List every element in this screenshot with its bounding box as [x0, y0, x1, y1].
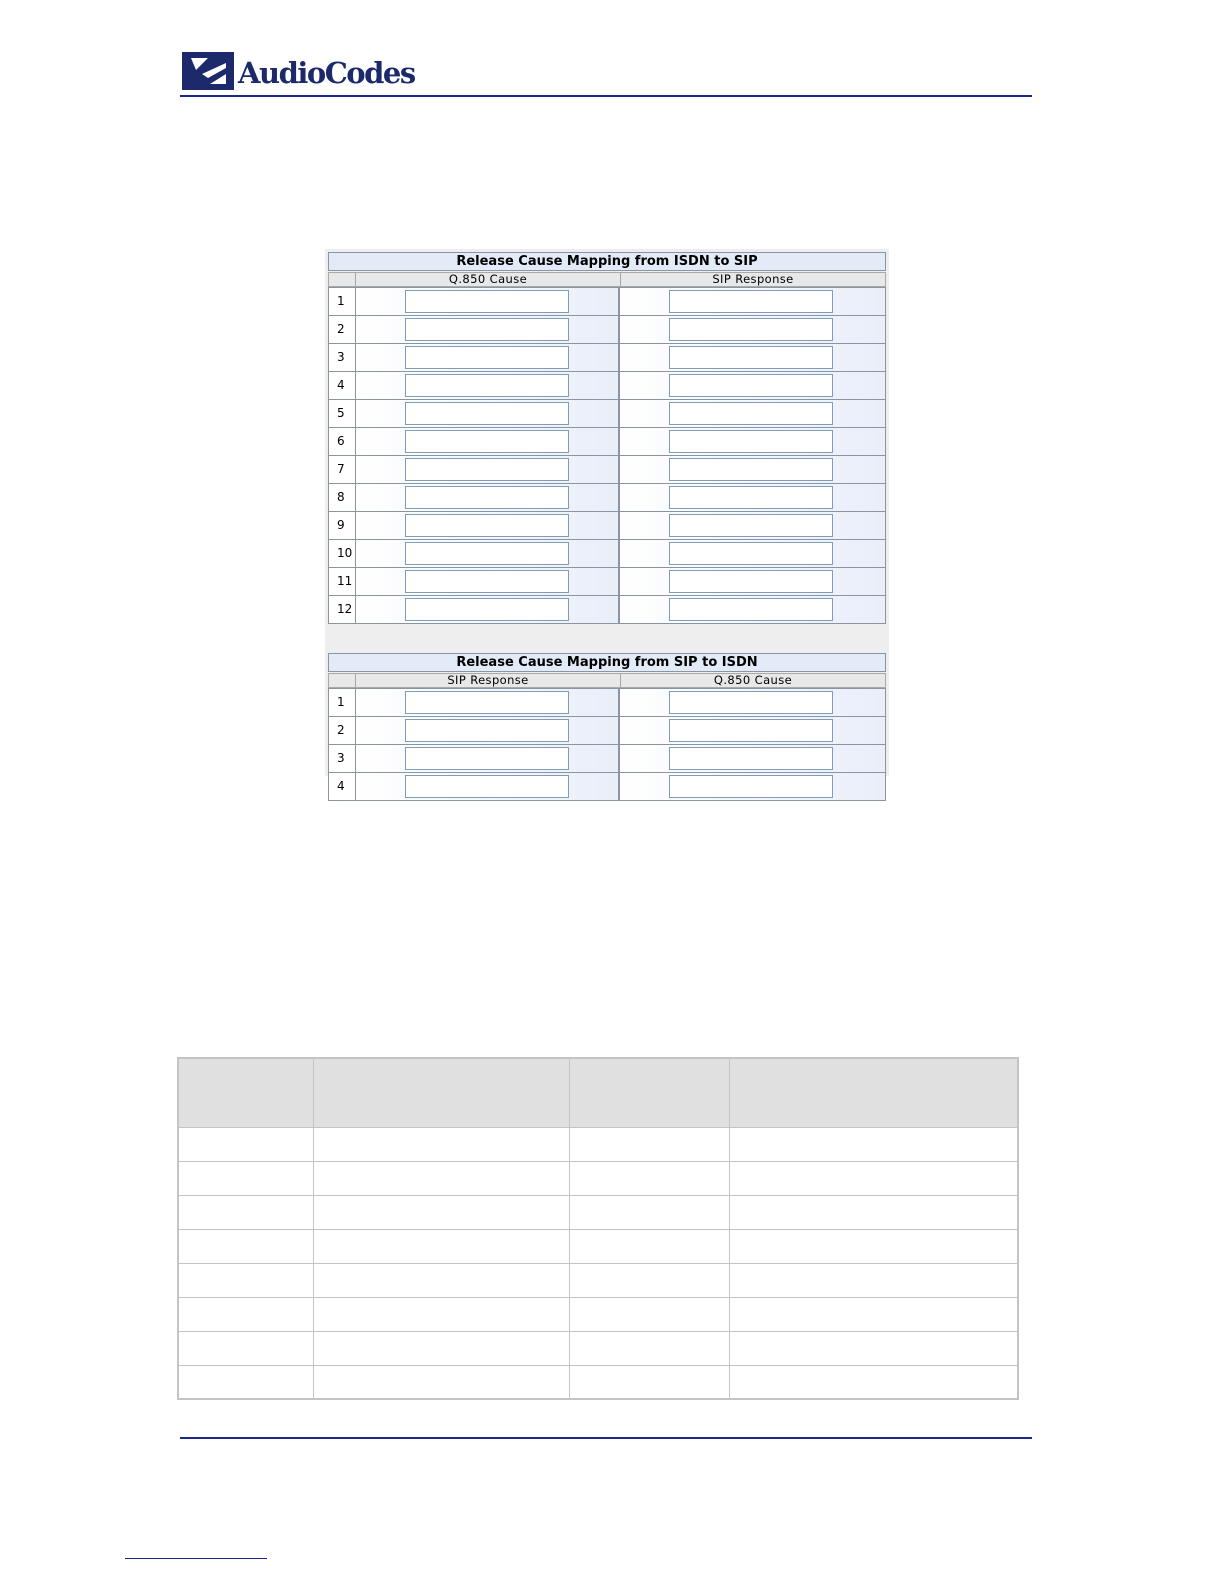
mapping-cell [356, 596, 621, 623]
q-850-cause-input[interactable] [405, 374, 569, 397]
mapping-cell [620, 689, 885, 716]
sip-response-input[interactable] [669, 318, 833, 341]
row-index: 2 [329, 316, 356, 343]
table-cell [569, 1195, 729, 1229]
mapping-row [329, 343, 885, 371]
q-850-cause-input[interactable] [405, 598, 569, 621]
mapping-cell [356, 512, 621, 539]
header-rule [180, 95, 1032, 97]
mapping-cell [620, 717, 885, 744]
mapping-cell [620, 400, 885, 427]
row-index: 10 [329, 540, 356, 567]
isdn-to-sip-panel [328, 252, 886, 624]
row-index: 2 [329, 717, 356, 744]
table-cell [178, 1127, 313, 1161]
sip-response-input[interactable] [669, 346, 833, 369]
q-850-cause-input[interactable] [669, 719, 833, 742]
table-cell [729, 1331, 1018, 1365]
sip-response-input[interactable] [669, 598, 833, 621]
table-cell [178, 1229, 313, 1263]
column-header-q850-cause: Q.850 Cause [621, 673, 886, 688]
q-850-cause-input[interactable] [405, 514, 569, 537]
audiocodes-logo-icon [182, 52, 234, 90]
table-cell [729, 1229, 1018, 1263]
sip-response-input[interactable] [405, 747, 569, 770]
mapping-row [329, 399, 885, 427]
mapping-cell [356, 316, 621, 343]
q-850-cause-input[interactable] [669, 775, 833, 798]
mapping-row [329, 688, 885, 716]
mapping-cell [620, 288, 885, 315]
column-header-sip-response: SIP Response [621, 272, 886, 287]
table-header-cell [729, 1058, 1018, 1127]
mapping-cell [620, 568, 885, 595]
row-index: 1 [329, 288, 356, 315]
mapping-row [329, 511, 885, 539]
mapping-cell [356, 344, 621, 371]
table-cell [569, 1365, 729, 1399]
mapping-row [329, 315, 885, 343]
parameter-table-header [178, 1058, 1018, 1127]
table-row [178, 1195, 1018, 1229]
mapping-cell [620, 773, 885, 800]
panel-title: Release Cause Mapping from SIP to ISDN [328, 653, 886, 672]
q-850-cause-input[interactable] [669, 747, 833, 770]
mapping-cell [620, 596, 885, 623]
mapping-cell [620, 344, 885, 371]
mapping-row [329, 595, 885, 623]
q-850-cause-input[interactable] [405, 486, 569, 509]
sip-response-input[interactable] [669, 374, 833, 397]
mapping-row [329, 287, 885, 315]
table-row [178, 1365, 1018, 1399]
mapping-row [329, 483, 885, 511]
sip-response-input[interactable] [669, 514, 833, 537]
sip-response-input[interactable] [669, 290, 833, 313]
mapping-cell [620, 512, 885, 539]
q-850-cause-input[interactable] [405, 346, 569, 369]
table-cell [729, 1195, 1018, 1229]
row-index: 4 [329, 372, 356, 399]
mapping-cell [356, 484, 621, 511]
table-cell [729, 1127, 1018, 1161]
mapping-row [329, 772, 885, 800]
mapping-cell [356, 717, 621, 744]
mapping-row [329, 716, 885, 744]
mapping-cell [620, 372, 885, 399]
table-cell [569, 1263, 729, 1297]
mapping-row [329, 539, 885, 567]
mapping-row [329, 455, 885, 483]
table-cell [569, 1161, 729, 1195]
audiocodes-logo [182, 52, 422, 92]
row-index: 8 [329, 484, 356, 511]
q-850-cause-input[interactable] [405, 430, 569, 453]
mapping-cell [620, 456, 885, 483]
row-index: 3 [329, 745, 356, 772]
sip-to-isdn-panel [328, 653, 886, 801]
column-header-sip-response: SIP Response [356, 673, 621, 688]
table-cell [313, 1229, 569, 1263]
table-cell [569, 1297, 729, 1331]
table-cell [729, 1161, 1018, 1195]
mapping-cell [356, 540, 621, 567]
mapping-cell [356, 428, 621, 455]
sip-response-input[interactable] [405, 719, 569, 742]
table-row [178, 1161, 1018, 1195]
table-cell [313, 1127, 569, 1161]
table-cell [569, 1331, 729, 1365]
panel-title: Release Cause Mapping from ISDN to SIP [328, 252, 886, 271]
q-850-cause-input[interactable] [405, 402, 569, 425]
column-header-q850-cause: Q.850 Cause [356, 272, 621, 287]
mapping-cell [356, 568, 621, 595]
table-cell [313, 1331, 569, 1365]
index-header [328, 272, 356, 287]
sip-response-input[interactable] [669, 430, 833, 453]
q-850-cause-input[interactable] [405, 290, 569, 313]
mapping-cell [620, 428, 885, 455]
mapping-row [329, 744, 885, 772]
row-index: 9 [329, 512, 356, 539]
table-cell [569, 1229, 729, 1263]
isdn-to-sip-rows [328, 287, 886, 624]
mapping-cell [620, 745, 885, 772]
sip-response-input[interactable] [669, 402, 833, 425]
table-row [178, 1331, 1018, 1365]
mapping-cell [356, 689, 621, 716]
table-row [178, 1297, 1018, 1331]
table-cell [178, 1331, 313, 1365]
mapping-cell [620, 540, 885, 567]
mapping-row [329, 427, 885, 455]
sip-response-input[interactable] [669, 542, 833, 565]
table-cell [313, 1161, 569, 1195]
table-cell [313, 1297, 569, 1331]
mapping-cell [620, 316, 885, 343]
mapping-cell [356, 372, 621, 399]
release-cause-mapping-screenshot [325, 249, 889, 793]
sip-to-isdn-rows [328, 688, 886, 801]
logo-wordmark: AudioCodes [238, 56, 415, 90]
table-cell [729, 1263, 1018, 1297]
table-cell [178, 1297, 313, 1331]
sip-response-input[interactable] [405, 691, 569, 714]
row-index: 3 [329, 344, 356, 371]
table-row [178, 1263, 1018, 1297]
table-cell [729, 1297, 1018, 1331]
table-cell [178, 1365, 313, 1399]
column-header-row [328, 673, 886, 688]
mapping-row [329, 567, 885, 595]
sip-response-input[interactable] [405, 775, 569, 798]
table-cell [729, 1365, 1018, 1399]
mapping-row [329, 371, 885, 399]
row-index: 7 [329, 456, 356, 483]
table-cell [178, 1161, 313, 1195]
mapping-cell [356, 288, 621, 315]
sip-response-input[interactable] [669, 570, 833, 593]
mapping-cell [620, 484, 885, 511]
table-cell [313, 1195, 569, 1229]
row-index: 6 [329, 428, 356, 455]
q-850-cause-input[interactable] [405, 542, 569, 565]
row-index: 1 [329, 689, 356, 716]
q-850-cause-input[interactable] [405, 570, 569, 593]
table-row [178, 1229, 1018, 1263]
table-header-cell [313, 1058, 569, 1127]
mapping-cell [356, 745, 621, 772]
q-850-cause-input[interactable] [405, 458, 569, 481]
table-header-cell [569, 1058, 729, 1127]
row-index: 11 [329, 568, 356, 595]
row-index: 4 [329, 773, 356, 800]
table-cell [178, 1195, 313, 1229]
table-row [178, 1127, 1018, 1161]
footer-rule [180, 1437, 1032, 1439]
q-850-cause-input[interactable] [669, 691, 833, 714]
table-header-cell [178, 1058, 313, 1127]
table-cell [178, 1263, 313, 1297]
sip-response-input[interactable] [669, 486, 833, 509]
table-cell [313, 1365, 569, 1399]
mapping-cell [356, 400, 621, 427]
table-cell [569, 1127, 729, 1161]
footnote-rule [125, 1558, 267, 1559]
parameter-table [177, 1057, 1019, 1400]
column-header-row [328, 272, 886, 287]
sip-response-input[interactable] [669, 458, 833, 481]
mapping-cell [356, 456, 621, 483]
row-index: 12 [329, 596, 356, 623]
table-cell [313, 1263, 569, 1297]
q-850-cause-input[interactable] [405, 318, 569, 341]
mapping-cell [356, 773, 621, 800]
row-index: 5 [329, 400, 356, 427]
index-header [328, 673, 356, 688]
